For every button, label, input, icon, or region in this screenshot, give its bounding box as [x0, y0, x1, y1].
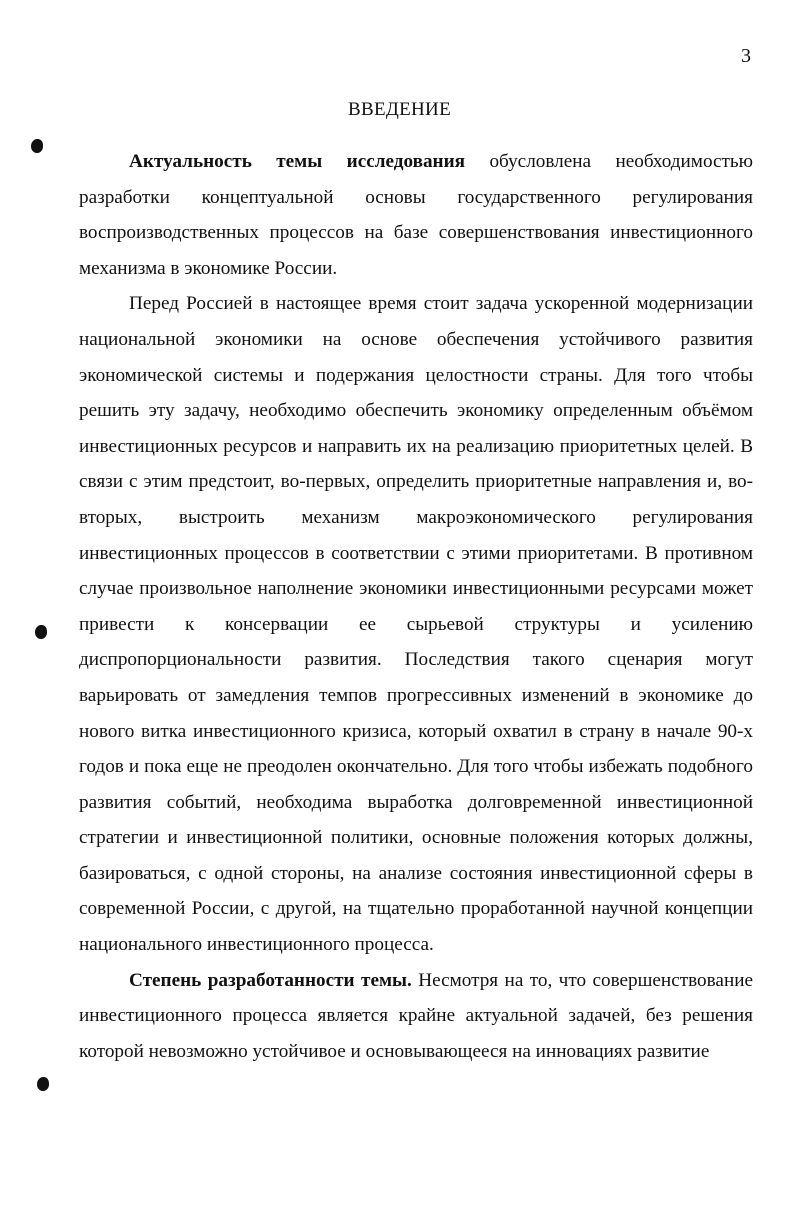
body-text: [79, 144, 753, 1069]
punch-hole-mark-middle: [35, 625, 47, 639]
paragraph-text: Несмотря на то, что совершенствование инвестиционного процесса является крайне актуальной задачей, без решения которой невозможно устойчивое и основывающееся на инновациях развитие: [79, 969, 754, 1062]
paragraph-text: Перед Россией в настоящее время стоит задача ускоренной модернизации национальной экономики на основе обеспечения устойчивого развития экономической системы и подержания целостности страны. Для того чтобы решить эту задачу, необходимо обеспечить экономику определенным объёмом инвестиционных ресурсов и направить их на реализацию приоритетных целей. В связи с этим предстоит, во-первых, определить приоритетные направления и, во-вторых, выстроить механизм макроэкономического регулирования инвестиционных процессов в соответствии с этими приоритетами. В противном случае произвольное наполнение экономики инвестиционными ресурсами может привести к консервации ее сырьевой структуры и усилению диспропорциональности развития. Последствия такого сценария могут варьировать от замедления темпов прогрессивных изменений в экономике до нового витка инвестиционного кризиса, который охватил в страну в начале 90-х годов и пока еще не преодолен окончательно. Для того чтобы избежать подобного развития событий, необходима выработка долговременной инвестиционной стратегии и инвестиционной политики, основные положения которых должны, базироваться, с одной стороны, на анализе состояния инвестиционной сферы в современной России, с другой, на тщательно проработанной научной концепции национального инвестиционного процесса.: [79, 293, 753, 956]
punch-hole-mark-bottom: [37, 1077, 49, 1091]
punch-hole-mark-top: [31, 139, 43, 153]
paragraph-relevance: [79, 144, 753, 286]
section-heading: ВВЕДЕНИЕ: [348, 99, 451, 120]
paragraph-text: обусловлена необходимостью разработки концептуальной основы государственного регулирования воспроизводственных процессов на базе совершенствования инвестиционного механизма в экономике России.: [79, 151, 753, 279]
paragraph-lead: Актуальность темы исследования: [129, 151, 466, 172]
page-number: 3: [741, 45, 751, 67]
paragraph-context: [79, 286, 753, 962]
paragraph-degree: [79, 963, 753, 1070]
paragraph-lead: Степень разработанности темы.: [129, 969, 412, 991]
